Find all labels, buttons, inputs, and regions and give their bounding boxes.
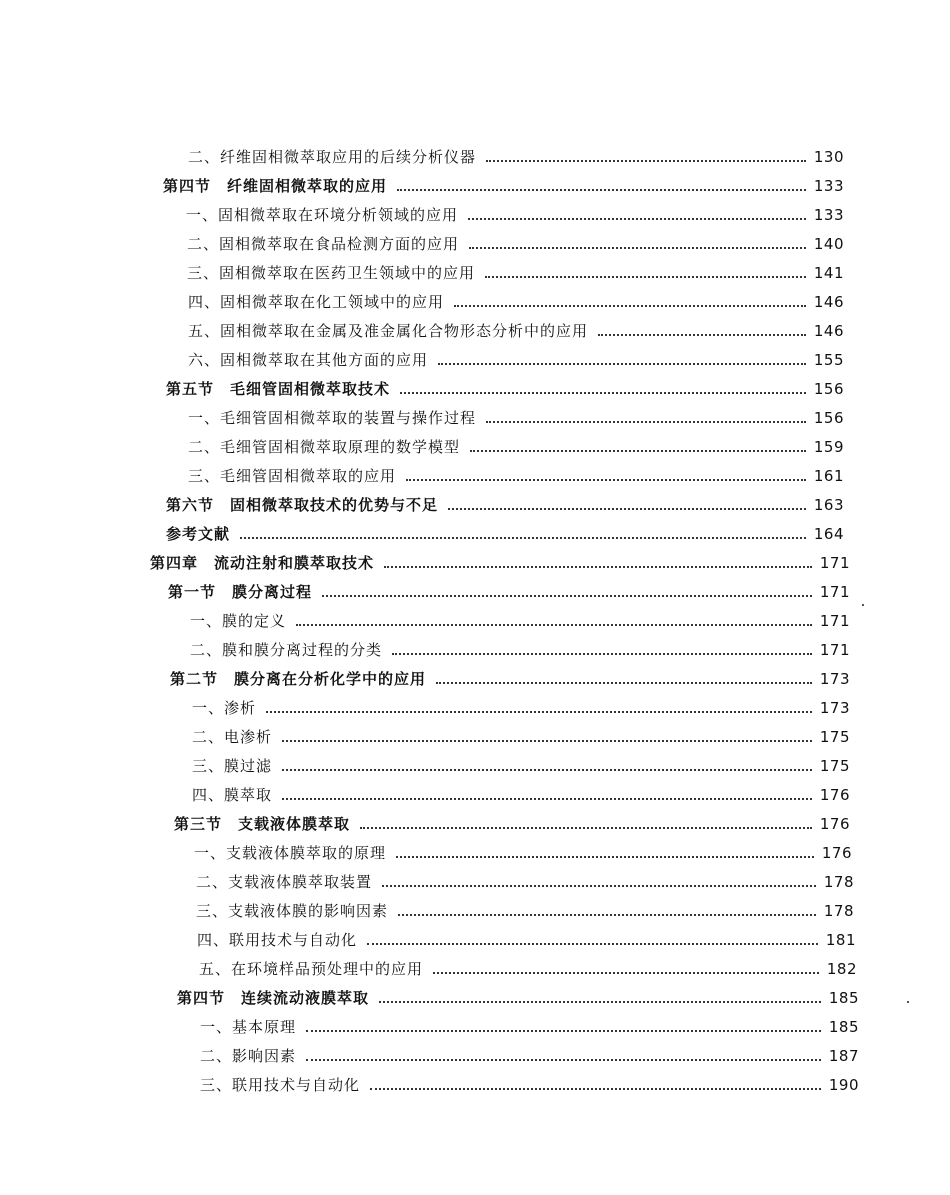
toc-entry-page: 141 — [813, 264, 844, 282]
toc-entry-chapter — [150, 548, 850, 572]
toc-entry-page: 178 — [823, 902, 854, 920]
toc-entry — [194, 838, 852, 862]
toc-entry-page: 182 — [826, 960, 857, 978]
dot-leader — [384, 566, 812, 568]
dot-leader — [469, 247, 806, 249]
toc-entry — [188, 461, 844, 485]
toc-entry-title: 四、膜萃取 — [192, 786, 273, 804]
toc-entry-page: 155 — [813, 351, 844, 369]
toc-entry-title: 第二节 膜分离在分析化学中的应用 — [170, 670, 427, 688]
scan-speck — [907, 1001, 909, 1003]
toc-entry-title: 第五节 毛细管固相微萃取技术 — [166, 380, 391, 398]
toc-entry-title: 第四节 连续流动液膜萃取 — [177, 989, 370, 1007]
dot-leader — [598, 334, 806, 336]
dot-leader — [438, 363, 806, 365]
dot-leader — [360, 827, 812, 829]
toc-entry-page: 175 — [819, 757, 850, 775]
toc-entry-title: 三、膜过滤 — [192, 757, 273, 775]
toc-entry — [188, 345, 844, 369]
toc-entry-page: 185 — [828, 1018, 859, 1036]
dot-leader — [240, 537, 806, 539]
toc-entry — [200, 1012, 859, 1036]
toc-entry-page: 164 — [813, 525, 844, 543]
toc-entry-title: 四、联用技术与自动化 — [197, 931, 358, 949]
toc-entry-title: 一、毛细管固相微萃取的装置与操作过程 — [188, 409, 477, 427]
dot-leader — [282, 798, 812, 800]
toc-entry — [188, 287, 844, 311]
toc-entry-section — [163, 171, 844, 195]
dot-leader — [370, 1088, 821, 1090]
toc-entry — [187, 229, 844, 253]
dot-leader — [306, 1059, 821, 1061]
dot-leader — [266, 711, 812, 713]
toc-entry-title: 二、固相微萃取在食品检测方面的应用 — [187, 235, 460, 253]
toc-entry-title: 第一节 膜分离过程 — [168, 583, 313, 601]
toc-entry-page: 173 — [819, 699, 850, 717]
toc-entry-page: 140 — [813, 235, 844, 253]
toc-entry-title: 一、固相微萃取在环境分析领域的应用 — [186, 206, 459, 224]
dot-leader — [367, 943, 818, 945]
toc-entry-page: 133 — [813, 177, 844, 195]
toc-entry-section — [168, 577, 850, 601]
dot-leader — [433, 972, 819, 974]
toc-entry-title: 二、电渗析 — [192, 728, 273, 746]
dot-leader — [486, 421, 806, 423]
toc-entry-title: 第四节 纤维固相微萃取的应用 — [163, 177, 388, 195]
dot-leader — [282, 769, 812, 771]
toc-entry-title: 五、固相微萃取在金属及准金属化合物形态分析中的应用 — [188, 322, 589, 340]
toc-entry-page: 181 — [825, 931, 856, 949]
toc-entry — [196, 867, 854, 891]
toc-entry-title: 三、支载液体膜的影响因素 — [196, 902, 389, 920]
toc-entry-section — [170, 664, 850, 688]
toc-entry-page: 187 — [828, 1047, 859, 1065]
toc-entry — [188, 403, 844, 427]
dot-leader — [470, 450, 806, 452]
toc-entry-page: 146 — [813, 293, 844, 311]
toc-entry-title: 参考文献 — [166, 525, 231, 543]
toc-entry-section — [174, 809, 850, 833]
toc-entry-title: 第六节 固相微萃取技术的优势与不足 — [166, 496, 439, 514]
toc-entry — [192, 751, 850, 775]
toc-entry — [197, 925, 856, 949]
toc-entry — [187, 258, 844, 282]
toc-entry-page: 171 — [819, 641, 850, 659]
toc-entry-title: 一、膜的定义 — [190, 612, 287, 630]
toc-entry-title: 三、固相微萃取在医药卫生领域中的应用 — [187, 264, 476, 282]
toc-entry-page: 171 — [819, 554, 850, 572]
toc-entry — [192, 693, 850, 717]
toc-entry-page: 156 — [813, 409, 844, 427]
scan-speck — [862, 604, 864, 606]
toc-entry — [190, 606, 850, 630]
toc-entry-page: 175 — [819, 728, 850, 746]
toc-entry-page: 161 — [813, 467, 844, 485]
toc-entry-title: 一、渗析 — [192, 699, 257, 717]
toc-entry-page: 176 — [821, 844, 852, 862]
toc-entry-title: 二、支载液体膜萃取装置 — [196, 873, 373, 891]
toc-entry-page: 171 — [819, 612, 850, 630]
toc-entry — [190, 635, 850, 659]
dot-leader — [396, 856, 814, 858]
toc-entry-page: 173 — [819, 670, 850, 688]
toc-entry — [192, 780, 850, 804]
toc-entry-page: 156 — [813, 380, 844, 398]
toc-entry-section — [177, 983, 859, 1007]
toc-entry-title: 一、支载液体膜萃取的原理 — [194, 844, 387, 862]
dot-leader — [448, 508, 806, 510]
toc-entry — [196, 896, 854, 920]
toc-entry-page: 176 — [819, 786, 850, 804]
dot-leader — [486, 160, 806, 162]
toc-entry-title: 第三节 支载液体膜萃取 — [174, 815, 351, 833]
toc-entry-title: 第四章 流动注射和膜萃取技术 — [150, 554, 375, 572]
dot-leader — [282, 740, 812, 742]
dot-leader — [436, 682, 812, 684]
toc-entry-section — [166, 374, 844, 398]
toc-entry-section — [166, 490, 844, 514]
toc-entry — [199, 954, 857, 978]
toc-entry-section — [166, 519, 844, 543]
toc-entry-page: 163 — [813, 496, 844, 514]
toc-entry-title: 五、在环境样品预处理中的应用 — [199, 960, 424, 978]
dot-leader — [468, 218, 806, 220]
dot-leader — [485, 276, 806, 278]
dot-leader — [382, 885, 816, 887]
dot-leader — [392, 653, 812, 655]
toc-entry-page: 146 — [813, 322, 844, 340]
toc-entry-title: 四、固相微萃取在化工领域中的应用 — [188, 293, 445, 311]
dot-leader — [406, 479, 806, 481]
toc-entry-page: 185 — [828, 989, 859, 1007]
toc-entry — [200, 1070, 859, 1094]
toc-entry-title: 二、膜和膜分离过程的分类 — [190, 641, 383, 659]
dot-leader — [306, 1030, 821, 1032]
toc-entry-page: 133 — [813, 206, 844, 224]
toc-entry — [200, 1041, 859, 1065]
toc-entry-title: 三、联用技术与自动化 — [200, 1076, 361, 1094]
toc-entry-title: 二、毛细管固相微萃取原理的数学模型 — [188, 438, 461, 456]
toc-entry-page: 130 — [813, 148, 844, 166]
dot-leader — [397, 189, 806, 191]
dot-leader — [296, 624, 812, 626]
toc-entry-page: 176 — [819, 815, 850, 833]
toc-entry-page: 171 — [819, 583, 850, 601]
dot-leader — [454, 305, 806, 307]
toc-entry-page: 190 — [828, 1076, 859, 1094]
toc-entry-title: 二、影响因素 — [200, 1047, 297, 1065]
toc-entry — [186, 200, 844, 224]
toc-entry-title: 三、毛细管固相微萃取的应用 — [188, 467, 397, 485]
toc-entry — [188, 316, 844, 340]
toc-entry — [192, 722, 850, 746]
toc-entry-page: 159 — [813, 438, 844, 456]
toc-entry-page: 178 — [823, 873, 854, 891]
toc-entry-title: 六、固相微萃取在其他方面的应用 — [188, 351, 429, 369]
toc-entry-title: 一、基本原理 — [200, 1018, 297, 1036]
toc-entry — [188, 142, 844, 166]
dot-leader — [379, 1001, 821, 1003]
toc-entry — [188, 432, 844, 456]
dot-leader — [398, 914, 816, 916]
dot-leader — [400, 392, 806, 394]
toc-entry-title: 二、纤维固相微萃取应用的后续分析仪器 — [188, 148, 477, 166]
dot-leader — [322, 595, 812, 597]
